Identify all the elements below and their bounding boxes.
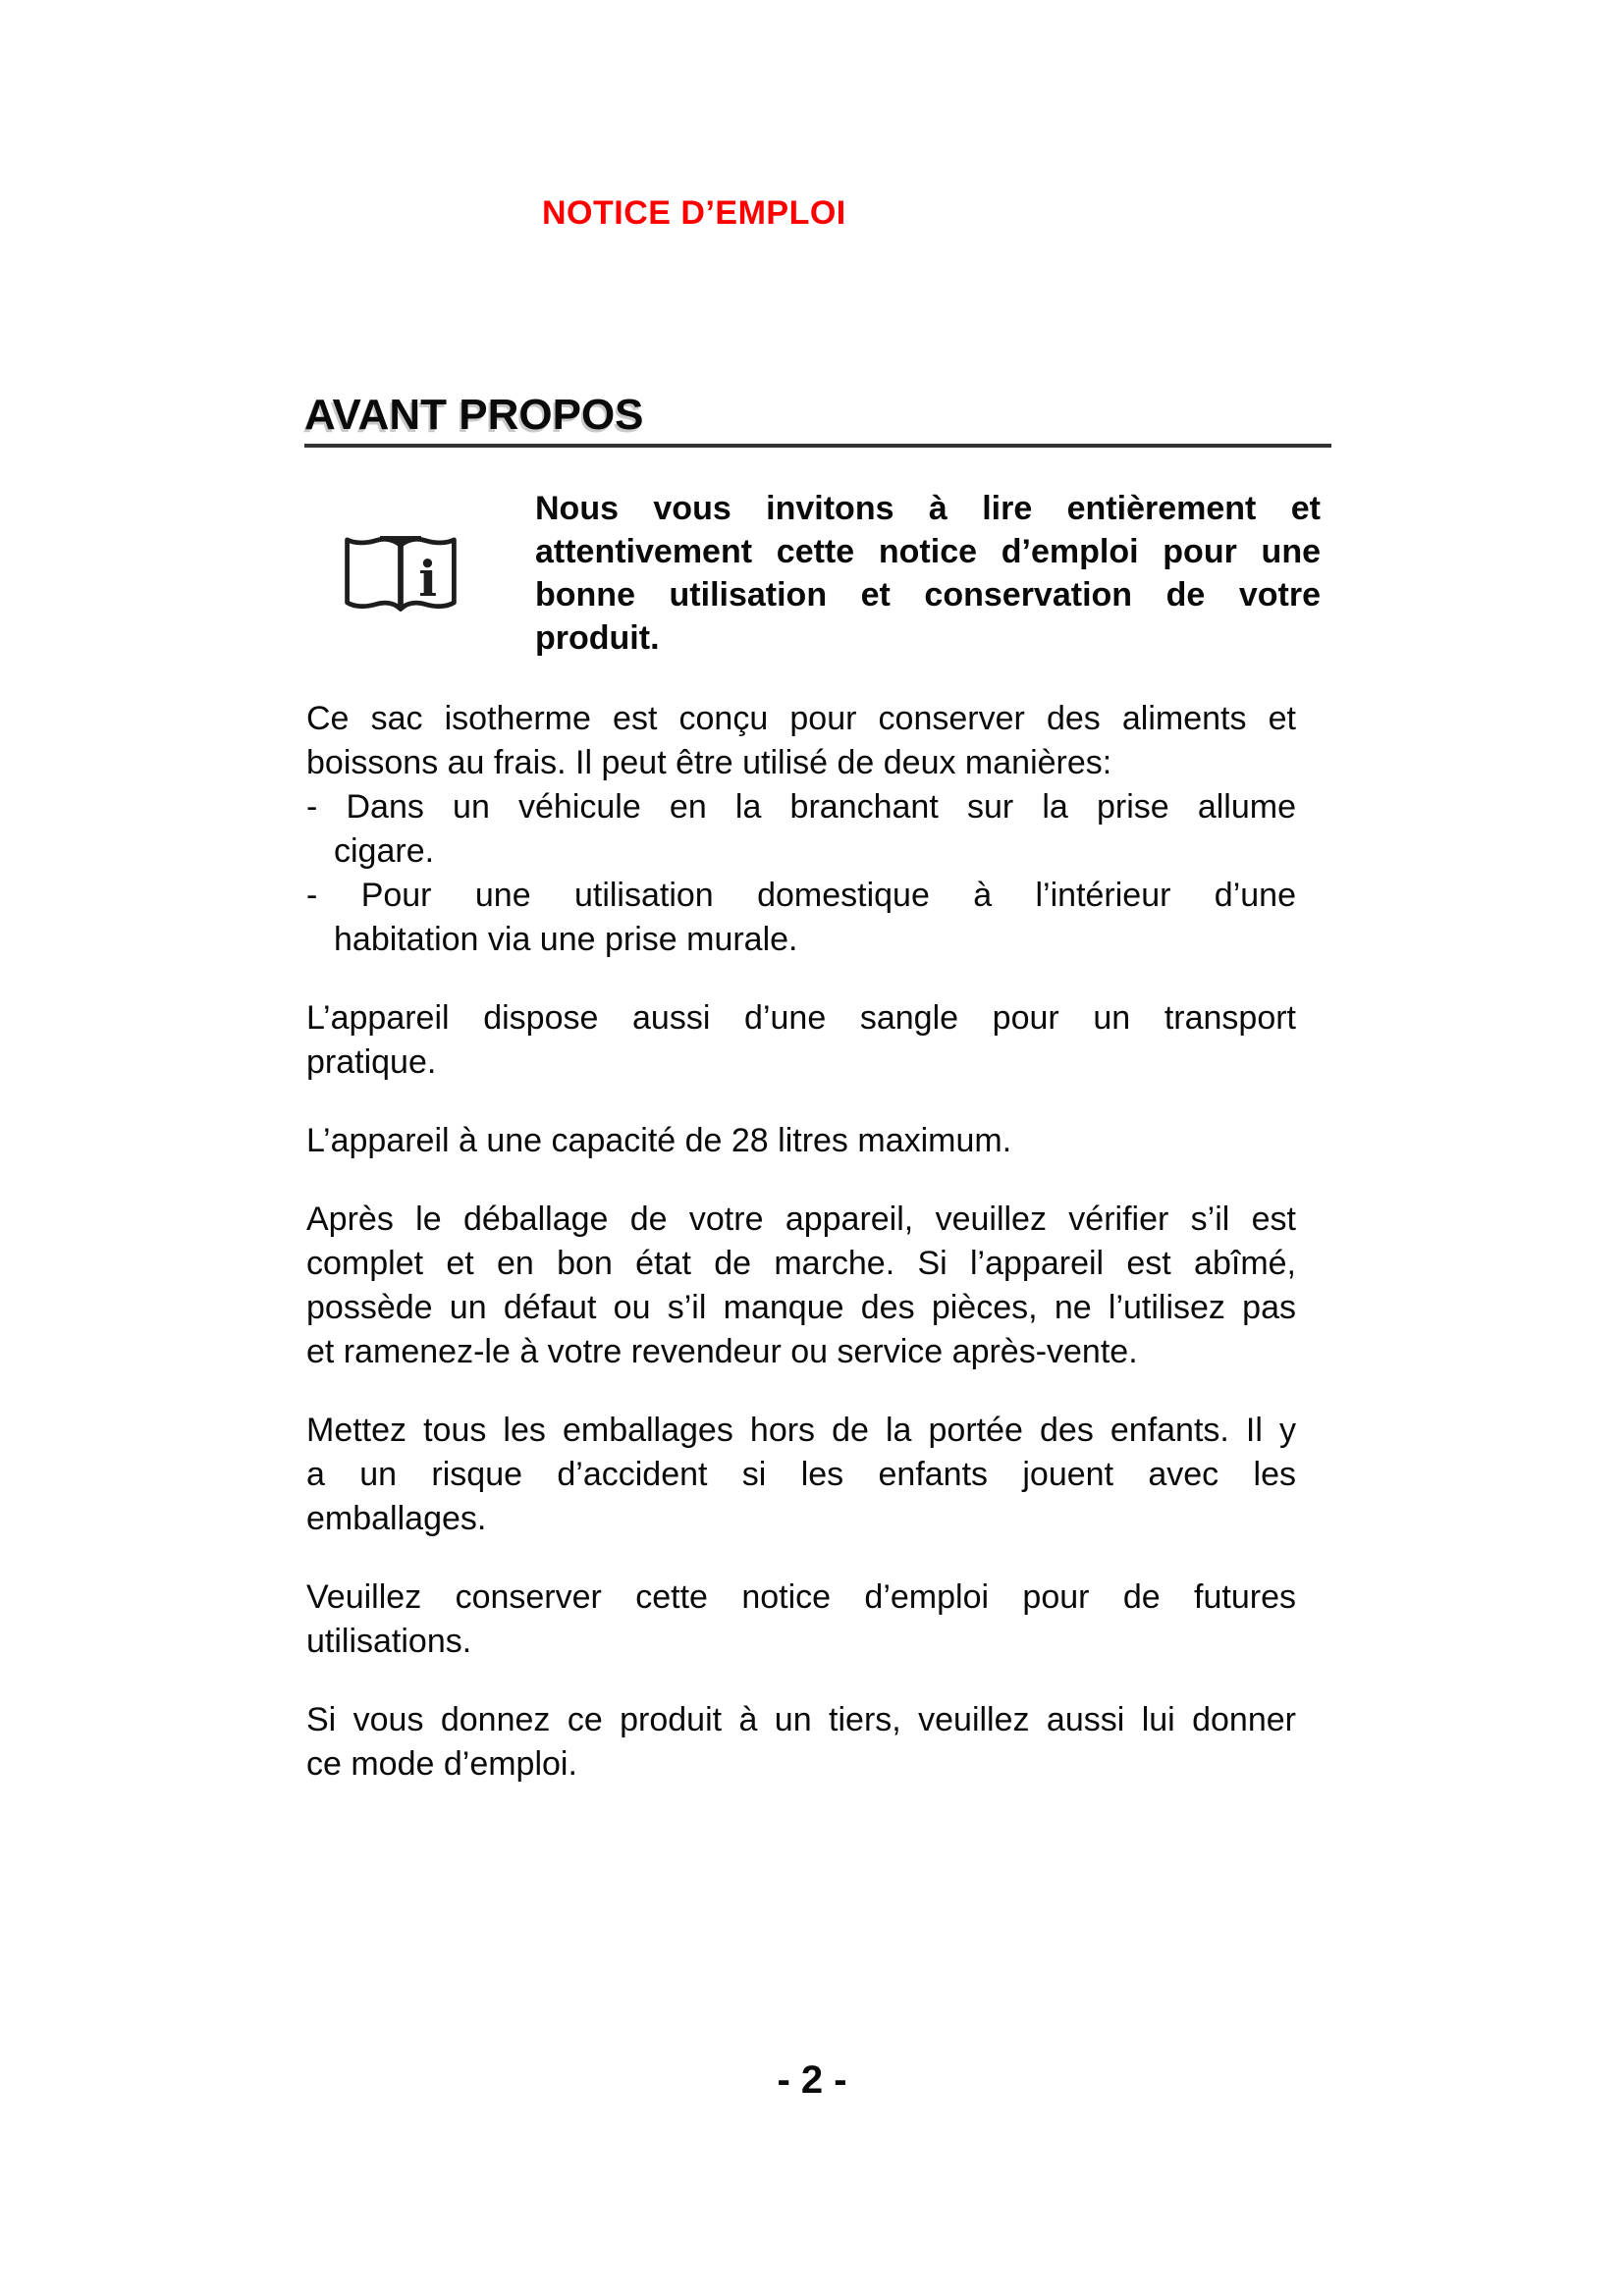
body-column xyxy=(306,697,1296,1787)
paragraph xyxy=(306,1575,1296,1664)
text-line: utilisations. xyxy=(306,1623,472,1660)
spacer xyxy=(306,962,1296,996)
text-line: a un risque d’accident si les enfants jouent avec les xyxy=(306,1456,1296,1493)
text-line: et ramenez-le à votre revendeur ou service après-vente. xyxy=(306,1333,1138,1370)
svg-text:i: i xyxy=(418,550,438,609)
document-title: NOTICE D’EMPLOI xyxy=(542,194,846,232)
text-line: cigare. xyxy=(334,832,435,870)
page-number: - 2 - xyxy=(777,2058,847,2102)
list-item xyxy=(306,785,1296,874)
spacer xyxy=(306,1163,1296,1198)
section-heading xyxy=(304,393,1331,448)
text-line: emballages. xyxy=(306,1500,487,1537)
spacer xyxy=(306,1085,1296,1119)
text-line: - Pour une utilisation domestique à l’intérieur d’une xyxy=(306,877,1296,914)
text-line: ce mode d’emploi. xyxy=(306,1745,577,1783)
intro-paragraph xyxy=(535,487,1321,660)
heading-underline xyxy=(304,444,1331,448)
paragraph xyxy=(306,1409,1296,1541)
spacer xyxy=(306,1541,1296,1575)
paragraph xyxy=(306,1198,1296,1374)
text-line: Nous vous invitons à lire entièrement et xyxy=(535,490,1321,527)
spacer xyxy=(306,1664,1296,1698)
text-line: boissons au frais. Il peut être utilisé de deux manières: xyxy=(306,744,1112,781)
paragraph xyxy=(306,697,1296,785)
read-manual-icon xyxy=(339,533,462,623)
text-line: L’appareil à une capacité de 28 litres maximum. xyxy=(306,1122,1012,1159)
text-line: attentivement cette notice d’emploi pour une xyxy=(535,533,1321,570)
list-item xyxy=(306,874,1296,962)
text-line: complet et en bon état de marche. Si l’appareil est abîmé, xyxy=(306,1245,1296,1282)
text-line: Veuillez conserver cette notice d’emploi pour de futures xyxy=(306,1578,1296,1616)
text-line: Après le déballage de votre appareil, veuillez vérifier s’il est xyxy=(306,1201,1296,1238)
text-line: Ce sac isotherme est conçu pour conserver des aliments et xyxy=(306,700,1296,737)
paragraph xyxy=(306,996,1296,1085)
paragraph xyxy=(306,1119,1296,1163)
paragraph xyxy=(306,1698,1296,1787)
text-line: pratique. xyxy=(306,1043,437,1081)
text-line: Mettez tous les emballages hors de la portée des enfants. Il y xyxy=(306,1412,1296,1449)
section-title: AVANT PROPOS xyxy=(304,391,644,439)
text-line: L’appareil dispose aussi d’une sangle pour un transport xyxy=(306,999,1296,1037)
text-line: - Dans un véhicule en la branchant sur la prise allume xyxy=(306,788,1296,826)
text-line: Si vous donnez ce produit à un tiers, veuillez aussi lui donner xyxy=(306,1701,1296,1738)
text-line: produit. xyxy=(535,619,660,657)
text-line: habitation via une prise murale. xyxy=(334,921,798,958)
text-line: bonne utilisation et conservation de votre xyxy=(535,576,1321,614)
spacer xyxy=(306,1374,1296,1409)
text-line: possède un défaut ou s’il manque des pièces, ne l’utilisez pas xyxy=(306,1289,1296,1326)
